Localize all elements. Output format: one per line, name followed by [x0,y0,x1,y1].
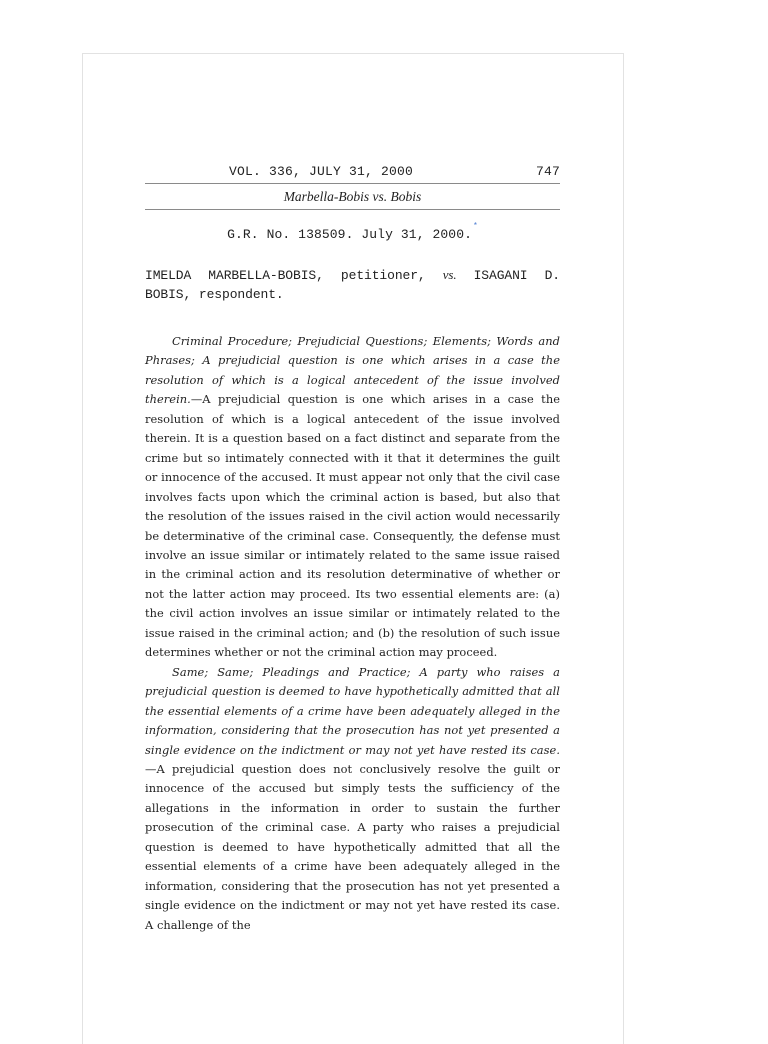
case-title: Marbella-Bobis vs. Bobis [283,189,422,204]
syllabus-paragraph [145,663,560,935]
footnote-link[interactable]: * [473,222,478,231]
parties [145,265,560,304]
docket-number: G.R. No. 138509. July 31, 2000. [227,227,473,242]
volume-date: VOL. 336, JULY 31, 2000 [229,164,414,179]
header-bottom-rule [145,209,560,210]
petitioner: IMELDA MARBELLA-BOBIS, petitioner, [145,268,426,283]
page-content [145,162,560,935]
page-number: 747 [535,164,560,179]
versus: vs. [442,267,457,282]
syllabus-text: —A prejudicial question is one which arises in a case the resolution of which is a logical antecedent of the issue involved therein. It is a question based on a fact distinct and separate from the crime but so intimately connected with it that it determines the guilt or innocence of the accused. It must appear not only that the civil case involves facts upon which the criminal action is based, but also that the resolution of the issues raised in the civil action would necessarily be determinative of the criminal case. Consequently, the defense must involve an issue similar or intimately related to the same issue raised in the criminal action and its resolution determinative of whether or not the latter action may proceed. Its two essential elements are: (a) the civil action involves an issue similar or intimately related to the issue raised in the criminal action; and (b) the resolution of such issue determines whether or not the criminal action may proceed. [145,392,560,660]
syllabus-paragraph [145,332,560,663]
respondent: ISAGANI D. BOBIS, respondent. [145,268,560,302]
docket-line [145,222,560,242]
running-head [145,162,560,183]
syllabus-text: —A prejudicial question does not conclusively resolve the guilt or innocence of the accused but simply tests the sufficiency of the allegations in the information in order to sustain the further prosecution of the criminal case. A party who raises a prejudicial question is deemed to have hypothetically admitted that all the essential elements of a crime have been adequately alleged in the information, considering that the prosecution has not yet presented a single evidence on the indictment or may not yet have rested its case. A challenge of the [145,761,560,932]
syllabus [145,332,560,935]
syllabus-headnote: Same; Same; Pleadings and Practice; A party who raises a prejudicial question is deemed to have hypothetically admitted that all the essential elements of a crime have been adequately alleged in the information, considering that the prosecution has not yet presented a single evidence on the indictment or may not yet have rested its case. [145,664,560,757]
document-page [82,53,624,1044]
syllabus-headnote: Criminal Procedure; Prejudicial Questions; Elements; Words and Phrases; A prejudicial question is one which arises in a case the resolution of which is a logical antecedent of the issue involved therein. [145,334,560,407]
